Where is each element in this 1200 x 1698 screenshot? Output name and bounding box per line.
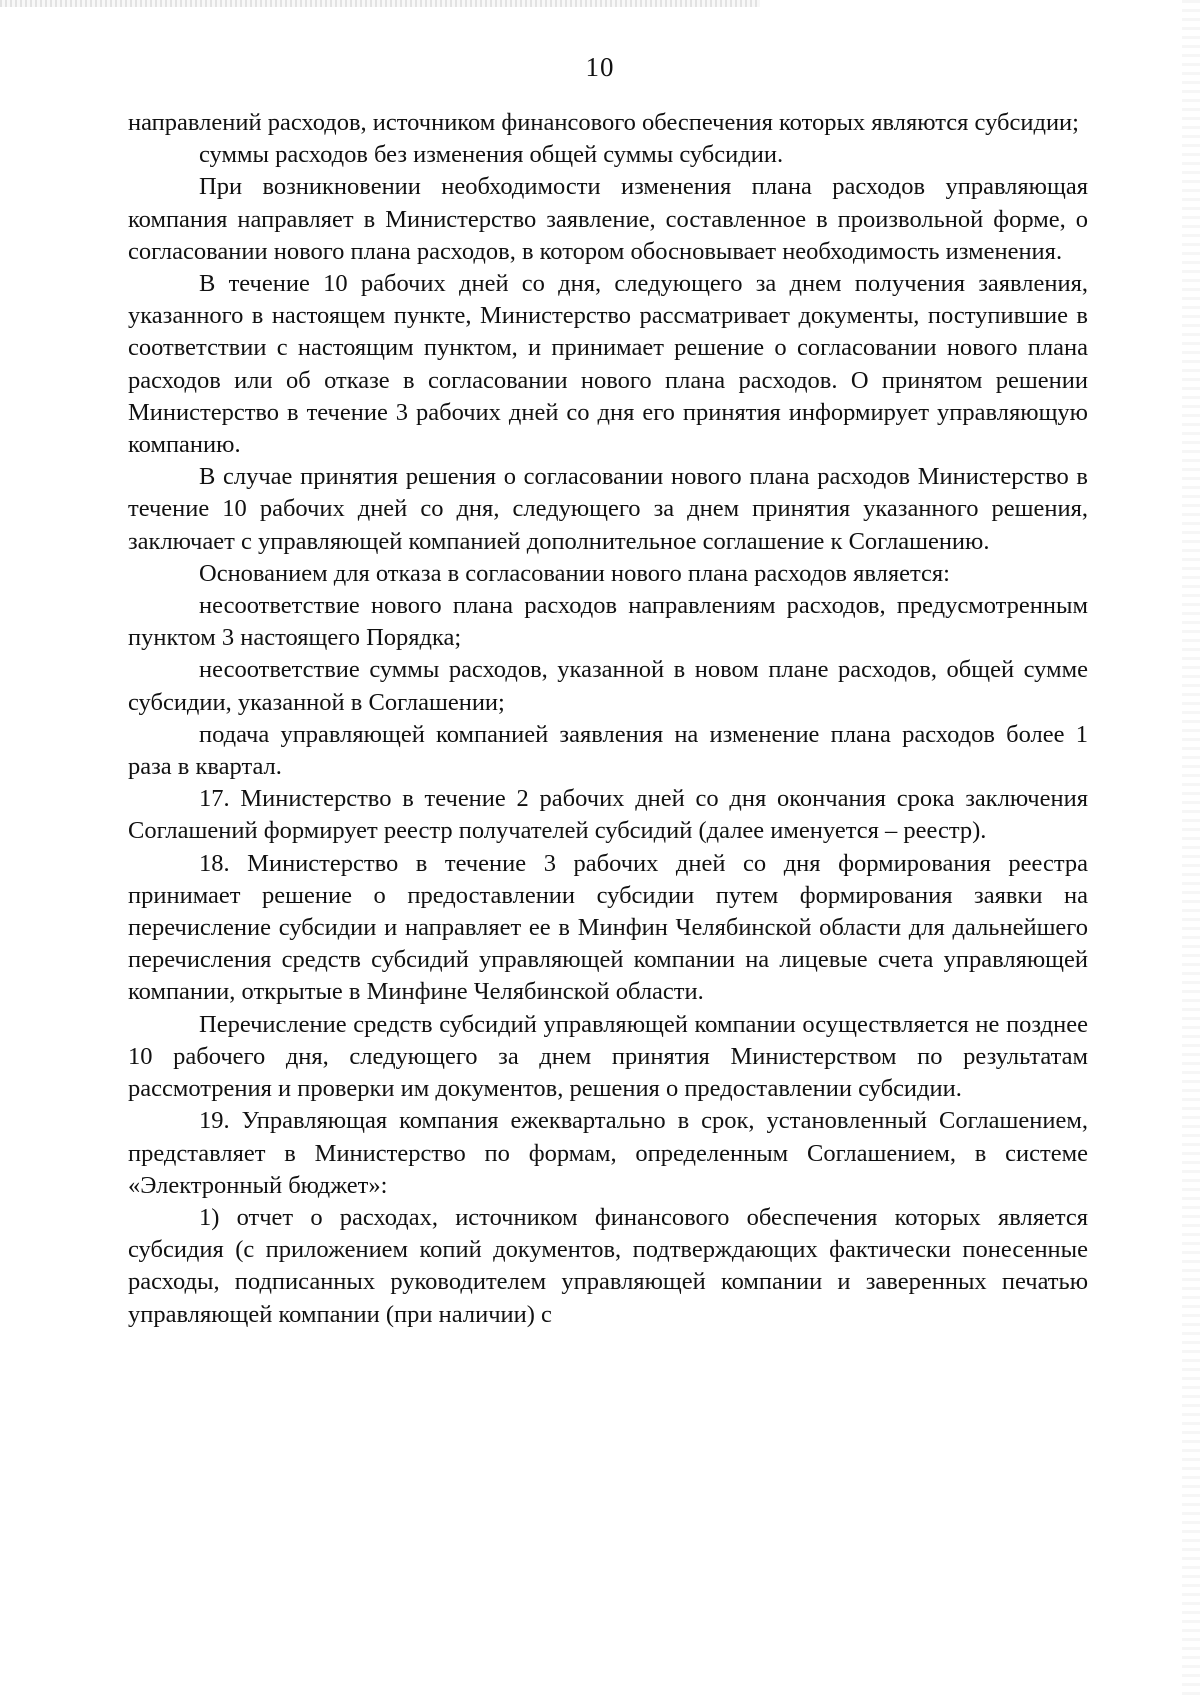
paragraph: несоответствие суммы расходов, указанной в новом плане расходов, общей сумме субсидии, указанной в Соглашении; xyxy=(128,656,1088,716)
scan-edge-right xyxy=(1182,0,1200,1698)
paragraph: В случае принятия решения о согласовании нового плана расходов Министерство в течение 10 рабочих дней со дня, следующего за днем принятия указанного решения, заключает с управляющей компанией дополнительное соглашение к Соглашению. xyxy=(128,463,1088,555)
paragraph: 17. Министерство в течение 2 рабочих дней со дня окончания срока заключения Соглашений формирует реестр получателей субсидий (далее именуется – реестр). xyxy=(128,785,1088,845)
document-body xyxy=(128,107,1088,1331)
paragraph: 1) отчет о расходах, источником финансового обеспечения которых является субсидия (с приложением копий документов, подтверждающих фактически понесенные расходы, подписанных руководителем управляющей компании и заверенных печатью управляющей компании (при наличии) с xyxy=(128,1203,1088,1328)
page-number: 10 xyxy=(585,52,615,82)
paragraph: 18. Министерство в течение 3 рабочих дней со дня формирования реестра принимает решение о предоставлении субсидии путем формирования заявки на перечисление субсидии и направляет ее в Минфин Челябинской области для дальнейшего перечисления средств субсидий управляющей компании на лицевые счета управляющей компании, открытые в Минфине Челябинской области. xyxy=(128,849,1088,1006)
paragraph: При возникновении необходимости изменения плана расходов управляющая компания направляет в Министерство заявление, составленное в произвольной форме, о согласовании нового плана расходов, в котором обосновывает необходимость изменения. xyxy=(128,173,1088,265)
paragraph: подача управляющей компанией заявления на изменение плана расходов более 1 раза в квартал. xyxy=(128,720,1088,781)
scan-edge-top xyxy=(0,0,760,7)
paragraph: В течение 10 рабочих дней со дня, следующего за днем получения заявления, указанного в настоящем пункте, Министерство рассматривает документы, поступившие в соответствии с настоящим пунктом, и принимает решение о согласовании нового плана расходов или об отказе в согласовании нового плана расходов. О принятом решении Министерство в течение 3 рабочих дней со дня его принятия информирует управляющую компанию. xyxy=(128,270,1088,459)
paragraph: направлений расходов, источником финансового обеспечения которых являются субсидии; xyxy=(128,109,1079,136)
paragraph: несоответствие нового плана расходов направлениям расходов, предусмотренным пунктом 3 настоящего Порядка; xyxy=(128,592,1088,652)
paragraph: Основанием для отказа в согласовании нового плана расходов является: xyxy=(199,559,950,587)
paragraph: Перечисление средств субсидий управляющей компании осуществляется не позднее 10 рабочего дня, следующего за днем принятия Министерством по результатам рассмотрения и проверки им документов, решения о предоставлении субсидии. xyxy=(128,1010,1088,1103)
paragraph: 19. Управляющая компания ежеквартально в срок, установленный Соглашением, представляет в Министерство по формам, определенным Соглашением, в системе «Электронный бюджет»: xyxy=(128,1107,1088,1199)
paragraph: суммы расходов без изменения общей суммы субсидии. xyxy=(199,141,784,169)
